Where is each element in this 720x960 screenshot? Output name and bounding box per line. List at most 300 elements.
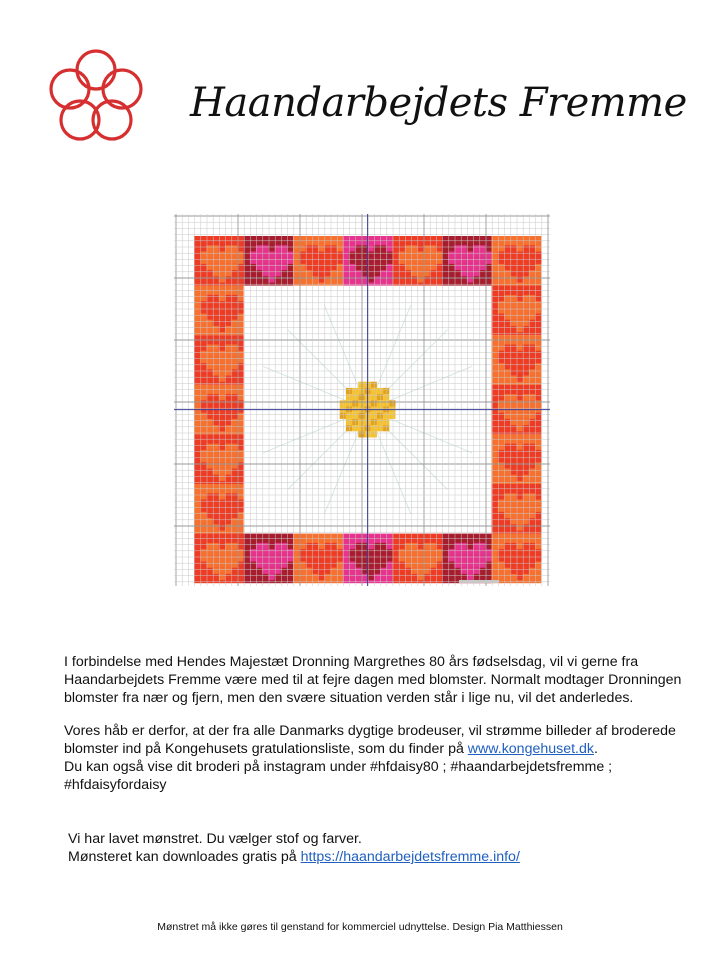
heart-stitch (516, 376, 522, 382)
heart-stitch (510, 270, 516, 276)
heart-stitch (318, 562, 324, 568)
heart-stitch (368, 574, 374, 580)
heart-stitch (374, 264, 380, 270)
heart-stitch (219, 400, 225, 406)
heart-stitch (498, 549, 504, 555)
heart-stitch (324, 543, 330, 549)
heart-stitch (312, 264, 318, 270)
heart-stitch (510, 307, 516, 313)
hope-line-1: Vores håb er derfor, at der fra alle Danmarks dygtige brodeuser, vil strømme billeder af broderede (64, 723, 676, 739)
heart-stitch (523, 369, 529, 375)
heart-stitch (504, 357, 510, 363)
heart-stitch (374, 270, 380, 276)
heart-stitch (225, 555, 231, 561)
heart-stitch (213, 549, 219, 555)
heart-stitch (330, 555, 336, 561)
heart-stitch (479, 562, 485, 568)
heart-stitch (213, 351, 219, 357)
heart-stitch (324, 549, 330, 555)
heart-stitch (287, 555, 293, 561)
heart-stitch (417, 252, 423, 258)
heart-stitch (206, 413, 212, 419)
heart-stitch (281, 245, 287, 251)
heart-stitch (213, 307, 219, 313)
heart-stitch (516, 469, 522, 475)
heart-stitch (213, 493, 219, 499)
scale-marker (459, 580, 499, 583)
heart-stitch (516, 512, 522, 518)
heart-stitch (461, 258, 467, 264)
heart-stitch (374, 245, 380, 251)
heart-stitch (510, 568, 516, 574)
heart-stitch (417, 276, 423, 282)
heart-stitch (516, 524, 522, 530)
heart-stitch (523, 562, 529, 568)
heart-stitch (386, 555, 392, 561)
heart-stitch (510, 363, 516, 369)
heart-stitch (206, 562, 212, 568)
kongehuset-link[interactable]: www.kongehuset.dk (467, 741, 594, 757)
heart-stitch (529, 245, 535, 251)
heart-stitch (430, 258, 436, 264)
heart-stitch (411, 549, 417, 555)
heart-stitch (213, 568, 219, 574)
heart-stitch (405, 252, 411, 258)
heart-stitch (337, 252, 343, 258)
center-stitch (383, 425, 389, 431)
heart-stitch (498, 351, 504, 357)
heart-stitch (219, 413, 225, 419)
heart-stitch (231, 301, 237, 307)
heart-stitch (523, 394, 529, 400)
heart-stitch (213, 295, 219, 301)
heart-stitch (516, 276, 522, 282)
heart-stitch (510, 258, 516, 264)
heart-stitch (529, 456, 535, 462)
heart-stitch (268, 258, 274, 264)
heart-stitch (219, 555, 225, 561)
heart-stitch (225, 562, 231, 568)
heart-stitch (523, 252, 529, 258)
heart-stitch (213, 264, 219, 270)
heart-stitch (219, 252, 225, 258)
heart-stitch (510, 245, 516, 251)
heart-stitch (510, 562, 516, 568)
heart-stitch (417, 555, 423, 561)
heart-stitch (374, 549, 380, 555)
download-line-1: Vi har lavet mønstret. Du vælger stof og farver. (68, 831, 362, 847)
heart-stitch (206, 493, 212, 499)
heart-stitch (374, 562, 380, 568)
hope-paragraph (64, 722, 684, 794)
center-stitch (389, 413, 395, 419)
heart-stitch (213, 270, 219, 276)
heart-stitch (510, 419, 516, 425)
heart-stitch (510, 357, 516, 363)
heart-stitch (516, 562, 522, 568)
heart-stitch (219, 320, 225, 326)
heart-stitch (510, 413, 516, 419)
heart-stitch (219, 363, 225, 369)
heart-stitch (510, 444, 516, 450)
heart-stitch (281, 543, 287, 549)
heart-stitch (225, 345, 231, 351)
heart-stitch (206, 456, 212, 462)
heart-stitch (219, 562, 225, 568)
heart-stitch (324, 270, 330, 276)
heart-stitch (467, 258, 473, 264)
heart-stitch (529, 555, 535, 561)
heart-stitch (473, 252, 479, 258)
heart-stitch (231, 506, 237, 512)
heart-stitch (516, 326, 522, 332)
heart-stitch (405, 264, 411, 270)
intro-paragraph (64, 653, 684, 707)
heart-stitch (206, 363, 212, 369)
heart-stitch (355, 258, 361, 264)
heart-stitch (368, 252, 374, 258)
heart-stitch (231, 357, 237, 363)
heart-stitch (523, 413, 529, 419)
heart-stitch (448, 252, 454, 258)
heart-stitch (399, 252, 405, 258)
heart-stitch (510, 301, 516, 307)
heart-stitch (448, 555, 454, 561)
heart-stitch (516, 301, 522, 307)
heart-stitch (225, 314, 231, 320)
heart-stitch (206, 295, 212, 301)
heart-stitch (386, 549, 392, 555)
heart-stitch (516, 264, 522, 270)
center-stitch (383, 419, 389, 425)
heart-stitch (523, 245, 529, 251)
heart-stitch (399, 555, 405, 561)
heart-stitch (219, 574, 225, 580)
heart-stitch (535, 258, 541, 264)
heart-stitch (510, 400, 516, 406)
heart-stitch (510, 518, 516, 524)
heart-stitch (411, 258, 417, 264)
heart-stitch (268, 264, 274, 270)
heart-stitch (504, 314, 510, 320)
heart-stitch (318, 555, 324, 561)
heart-stitch (355, 555, 361, 561)
heart-stitch (324, 555, 330, 561)
heart-stitch (535, 351, 541, 357)
heart-stitch (479, 543, 485, 549)
download-line-2-pre: Mønsteret kan downloades gratis på (68, 849, 301, 865)
heart-stitch (268, 270, 274, 276)
brand-wordmark: Haandarbejdets Fremme (190, 80, 687, 126)
heart-stitch (535, 357, 541, 363)
heart-stitch (529, 400, 535, 406)
heart-stitch (523, 301, 529, 307)
heart-stitch (510, 493, 516, 499)
heart-stitch (504, 549, 510, 555)
heart-stitch (504, 252, 510, 258)
heart-stitch (219, 500, 225, 506)
hope-line-4: #hfdaisyfordaisy (64, 777, 167, 793)
heart-stitch (454, 555, 460, 561)
heart-stitch (374, 555, 380, 561)
heart-stitch (523, 400, 529, 406)
heart-stitch (461, 543, 467, 549)
heart-stitch (504, 400, 510, 406)
center-stitch (340, 413, 346, 419)
heart-stitch (231, 462, 237, 468)
heart-stitch (200, 549, 206, 555)
heart-stitch (510, 543, 516, 549)
heart-stitch (206, 543, 212, 549)
download-paragraph (68, 830, 688, 866)
heart-stitch (225, 245, 231, 251)
heart-stitch (430, 555, 436, 561)
heart-stitch (262, 549, 268, 555)
heart-stitch (461, 270, 467, 276)
heart-stitch (213, 512, 219, 518)
heart-stitch (206, 245, 212, 251)
heart-stitch (231, 314, 237, 320)
heart-stitch (256, 543, 262, 549)
heart-stitch (461, 264, 467, 270)
center-stitch (371, 394, 377, 400)
heart-stitch (206, 512, 212, 518)
heart-stitch (374, 258, 380, 264)
heart-stitch (504, 413, 510, 419)
heart-stitch (275, 555, 281, 561)
heart-stitch (516, 568, 522, 574)
heart-stitch (523, 419, 529, 425)
heart-stitch (219, 376, 225, 382)
heart-stitch (448, 549, 454, 555)
heart-stitch (529, 363, 535, 369)
heart-stitch (200, 351, 206, 357)
heart-stitch (225, 419, 231, 425)
heart-stitch (498, 307, 504, 313)
heart-stitch (219, 469, 225, 475)
heart-stitch (231, 245, 237, 251)
center-stitch (340, 400, 346, 406)
heart-stitch (535, 400, 541, 406)
heart-stitch (206, 400, 212, 406)
heart-stitch (510, 394, 516, 400)
heart-stitch (206, 258, 212, 264)
center-stitch (377, 400, 383, 406)
heart-stitch (504, 394, 510, 400)
heart-stitch (529, 307, 535, 313)
heart-stitch (231, 555, 237, 561)
heart-stitch (231, 444, 237, 450)
heart-stitch (405, 562, 411, 568)
heart-stitch (219, 462, 225, 468)
heart-stitch (510, 469, 516, 475)
heart-stitch (200, 506, 206, 512)
heart-stitch (213, 413, 219, 419)
heart-stitch (213, 462, 219, 468)
heart-stitch (368, 562, 374, 568)
heart-stitch (262, 245, 268, 251)
heart-stitch (213, 320, 219, 326)
heart-stitch (231, 264, 237, 270)
heart-stitch (206, 307, 212, 313)
heart-stitch (510, 462, 516, 468)
center-stitch (383, 413, 389, 419)
heart-stitch (473, 270, 479, 276)
center-stitch (383, 394, 389, 400)
heart-stitch (355, 245, 361, 251)
heart-stitch (206, 345, 212, 351)
heart-stitch (479, 264, 485, 270)
heart-stitch (231, 307, 237, 313)
heart-stitch (399, 549, 405, 555)
heart-stitch (436, 252, 442, 258)
heart-stitch (206, 555, 212, 561)
center-stitch (358, 425, 364, 431)
heart-stitch (461, 568, 467, 574)
heart-stitch (213, 245, 219, 251)
heart-stitch (262, 555, 268, 561)
heart-stitch (411, 562, 417, 568)
heart-stitch (355, 549, 361, 555)
heart-stitch (374, 568, 380, 574)
heart-stitch (318, 574, 324, 580)
heart-stitch (504, 295, 510, 301)
heart-stitch (213, 363, 219, 369)
heart-stitch (268, 568, 274, 574)
heart-stitch (324, 258, 330, 264)
heart-stitch (417, 264, 423, 270)
heart-stitch (516, 351, 522, 357)
center-stitch (352, 400, 358, 406)
heart-stitch (510, 450, 516, 456)
heart-stitch (275, 543, 281, 549)
heart-stitch (262, 264, 268, 270)
heart-stitch (200, 307, 206, 313)
heart-stitch (504, 462, 510, 468)
heart-stitch (330, 264, 336, 270)
heart-stitch (516, 258, 522, 264)
heart-stitch (510, 500, 516, 506)
heart-stitch (324, 562, 330, 568)
heart-stitch (219, 450, 225, 456)
heart-stitch (231, 345, 237, 351)
heart-stitch (281, 555, 287, 561)
heart-stitch (516, 549, 522, 555)
heart-stitch (430, 562, 436, 568)
heart-stitch (523, 264, 529, 270)
heart-stitch (430, 245, 436, 251)
heart-stitch (219, 307, 225, 313)
heart-stitch (411, 568, 417, 574)
heart-stitch (231, 252, 237, 258)
heart-stitch (225, 462, 231, 468)
heart-stitch (256, 562, 262, 568)
heart-stitch (411, 555, 417, 561)
heart-stitch (225, 369, 231, 375)
heart-stitch (200, 301, 206, 307)
daisy-cross-stitch-chart (174, 214, 550, 586)
center-stitch (358, 394, 364, 400)
heart-stitch (213, 400, 219, 406)
heart-stitch (225, 320, 231, 326)
heart-stitch (430, 549, 436, 555)
heart-stitch (380, 252, 386, 258)
heart-stitch (523, 314, 529, 320)
heart-stitch (231, 456, 237, 462)
heart-stitch (516, 475, 522, 481)
heart-stitch (529, 543, 535, 549)
heart-stitch (510, 555, 516, 561)
heart-stitch (250, 252, 256, 258)
center-stitch (358, 382, 364, 388)
heart-stitch (535, 456, 541, 462)
heart-stitch (318, 264, 324, 270)
center-stitch (346, 425, 352, 431)
haandarbejdetsfremme-link[interactable]: https://haandarbejdetsfremme.info/ (300, 849, 520, 865)
heart-stitch (213, 506, 219, 512)
heart-stitch (516, 456, 522, 462)
heart-stitch (225, 518, 231, 524)
heart-stitch (213, 314, 219, 320)
center-stitch (377, 425, 383, 431)
heart-stitch (225, 258, 231, 264)
heart-stitch (275, 258, 281, 264)
heart-stitch (516, 314, 522, 320)
heart-stitch (262, 543, 268, 549)
heart-stitch (504, 307, 510, 313)
heart-stitch (306, 258, 312, 264)
heart-stitch (523, 512, 529, 518)
heart-stitch (200, 456, 206, 462)
heart-stitch (306, 543, 312, 549)
heart-stitch (399, 258, 405, 264)
heart-stitch (268, 562, 274, 568)
heart-stitch (516, 320, 522, 326)
heart-stitch (225, 413, 231, 419)
heart-stitch (516, 270, 522, 276)
heart-stitch (405, 555, 411, 561)
heart-stitch (262, 258, 268, 264)
heart-stitch (337, 555, 343, 561)
heart-stitch (529, 394, 535, 400)
heart-stitch (504, 351, 510, 357)
heart-stitch (200, 252, 206, 258)
heart-stitch (516, 425, 522, 431)
heart-stitch (219, 419, 225, 425)
center-stitch (346, 400, 352, 406)
heart-stitch (529, 562, 535, 568)
heart-stitch (219, 524, 225, 530)
heart-stitch (386, 258, 392, 264)
heart-stitch (479, 555, 485, 561)
heart-stitch (213, 555, 219, 561)
heart-stitch (454, 245, 460, 251)
heart-stitch (529, 258, 535, 264)
heart-stitch (231, 363, 237, 369)
heart-stitch (231, 512, 237, 518)
heart-stitch (200, 555, 206, 561)
heart-stitch (219, 369, 225, 375)
heart-stitch (225, 270, 231, 276)
heart-stitch (368, 555, 374, 561)
center-stitch (377, 388, 383, 394)
heart-stitch (529, 301, 535, 307)
heart-stitch (281, 549, 287, 555)
heart-stitch (337, 549, 343, 555)
heart-stitch (287, 549, 293, 555)
heart-stitch (256, 245, 262, 251)
heart-stitch (504, 543, 510, 549)
